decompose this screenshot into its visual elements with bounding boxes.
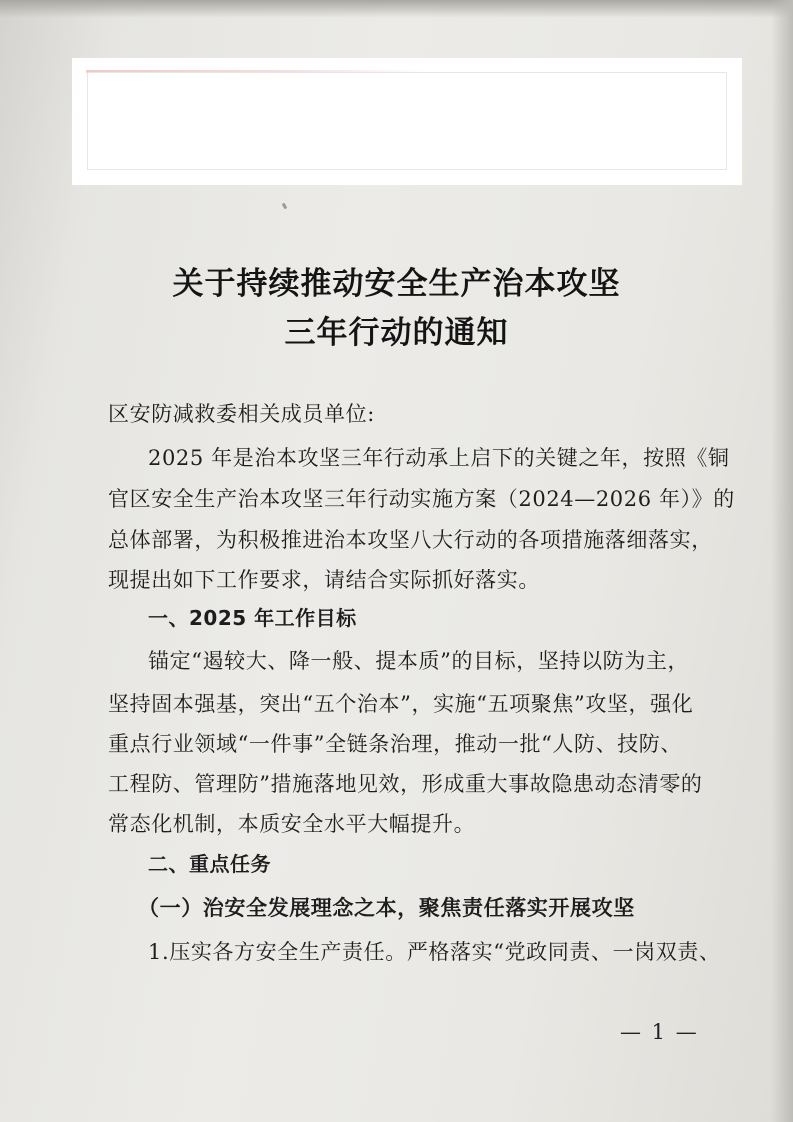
dust-speck bbox=[282, 203, 288, 210]
item1-line: 1.压实各方安全生产责任。严格落实“党政同责、一岗双责、 bbox=[148, 940, 721, 964]
redaction-frame bbox=[87, 72, 727, 170]
intro-line-1: 2025 年是治本攻坚三年行动承上启下的关键之年，按照《铜 bbox=[148, 446, 730, 470]
intro-line-3: 总体部署，为积极推进治本攻坚八大行动的各项措施落细落实， bbox=[108, 528, 713, 552]
document-title-line1: 关于持续推动安全生产治本攻坚 bbox=[172, 266, 621, 302]
page-number: — 1 — bbox=[620, 1020, 699, 1044]
redaction-box bbox=[72, 58, 742, 185]
section2-heading: 二、重点任务 bbox=[148, 852, 271, 876]
intro-line-4: 现提出如下工作要求，请结合实际抓好落实。 bbox=[108, 568, 540, 592]
section1-line-4: 工程防、管理防”措施落地见效，形成重大事故隐患动态清零的 bbox=[108, 772, 703, 796]
subsection1-heading: （一）治安全发展理念之本，聚焦责任落实开展攻坚 bbox=[138, 895, 635, 920]
page-edge-shadow-right bbox=[771, 0, 793, 1122]
section1-line-3: 重点行业领域“一件事”全链条治理，推动一批“人防、技防、 bbox=[108, 732, 683, 756]
section1-line-1: 锚定“遏较大、降一般、提本质”的目标，坚持以防为主， bbox=[148, 649, 690, 673]
section1-line-2: 坚持固本强基，突出“五个治本”，实施“五项聚焦”攻坚，强化 bbox=[108, 692, 694, 716]
section1-heading: 一、2025 年工作目标 bbox=[148, 606, 357, 630]
page-edge-shadow bbox=[0, 0, 793, 18]
intro-line-2: 官区安全生产治本攻坚三年行动实施方案（2024—2026 年）》的 bbox=[108, 487, 735, 511]
addressee: 区安防减救委相关成员单位: bbox=[108, 402, 375, 426]
document-title-line2: 三年行动的通知 bbox=[284, 315, 509, 351]
section1-line-5: 常态化机制，本质安全水平大幅提升。 bbox=[108, 812, 476, 836]
